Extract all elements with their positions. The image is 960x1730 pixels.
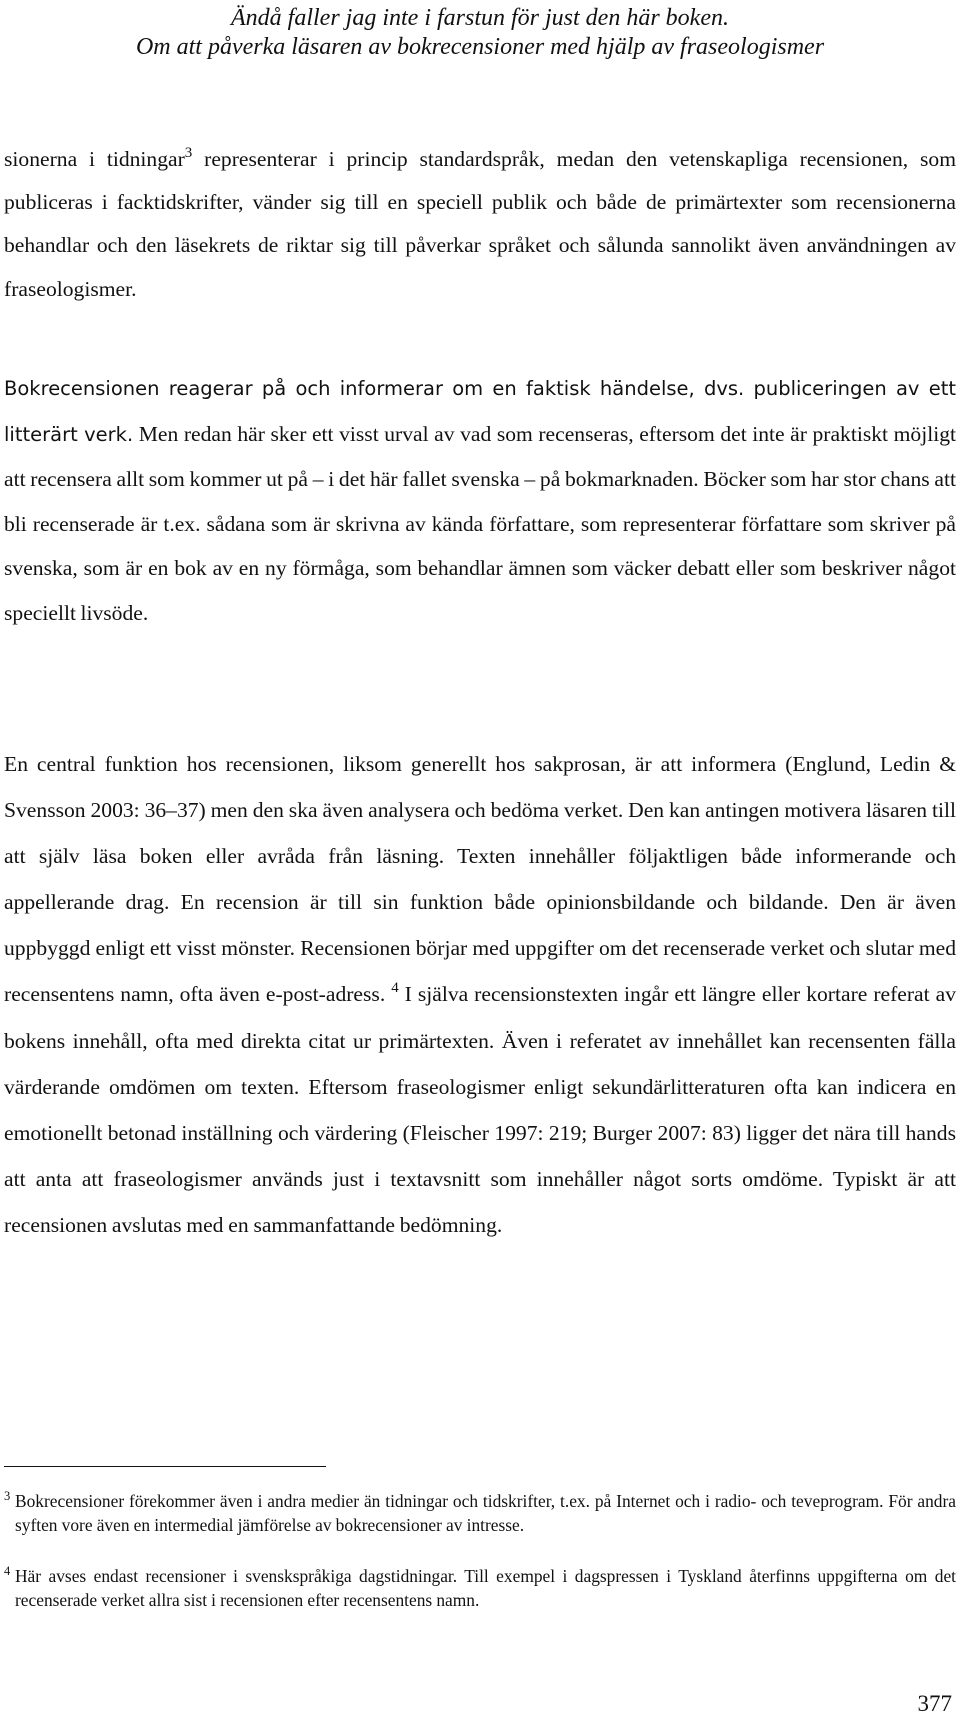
footnote-ref-4[interactable]: 4	[391, 980, 399, 997]
paragraph-3-text-start: En central funktion hos recensionen, liksom generellt hos sakprosan, är att informera (Englund, Ledin & Svensson 2003: 36–37) men den ska även analysera och bedöma verket. Den kan antingen motivera läsaren till att själv läsa boken eller avråda från läsning. Texten innehåller följaktligen både informerande och appellerande drag. En recension är till sin funktion både opinionsbildande och bildande. Den är även uppbyggd enligt ett visst mönster. Recensionen börjar med uppgifter om det recenserade verket och slutar med recensentens namn, ofta även e-post-adress.	[4, 752, 956, 1007]
paragraph-1-text-start: sionerna i tidningar	[4, 147, 185, 171]
footnote-3: 3 Bokrecensioner förekommer även i andra medier än tidningar och tidskrifter, t.ex. på Internet och i radio- och teveprogram. För andra syften vore även en intermedial jämförelse av bokrecensioner av intresse.	[4, 1489, 956, 1535]
footnote-4-text: Här avses endast recensioner i svenskspråkiga dagstidningar. Till exempel i dagspressen i Tyskland återfinns uppgifterna om det recenserade verket allra sist i recensionen efter recensentens namn.	[15, 1566, 956, 1610]
paragraph-1-text-end: representerar i princip standardspråk, medan den vetenskapliga recensionen, som publiceras i facktidskrifter, vänder sig till en speciell publik och både de primärtexter som recensionerna behandlar och den läsekrets de riktar sig till påverkar språket och sålunda sannolikt även användningen av fraseologismer.	[4, 147, 956, 301]
footnote-divider	[4, 1466, 326, 1467]
paragraph-3-text-end: I själva recensionstexten ingår ett längre eller kortare referat av bokens innehåll, ofta med direkta citat ur primärtexten. Även i referatet av innehållet kan recensenten fälla värderande omdömen om texten. Eftersom fraseologismer enligt sekundärlitteraturen ofta kan indicera en emotionellt betonad inställning och värdering (Fleischer 1997: 219; Burger 2007: 83) ligger det nära till hands att anta att fraseologismer används just i textavsnitt som innehåller något sorts omdöme. Typiskt är att recensionen avslutas med en sammanfattande bedömning.	[4, 982, 956, 1237]
running-header-title: Ändå faller jag inte i farstun för just den här boken.	[231, 5, 729, 31]
body-paragraph-3	[4, 741, 956, 1248]
page-number: 377	[917, 1691, 952, 1716]
running-header	[0, 4, 960, 62]
paragraph-2-serif-text: Men redan här sker ett visst urval av vad som recenseras, eftersom det inte är praktiskt möjligt att recensera allt som kommer ut på – i det här fallet svenska – på bokmarknaden. Böcker som har stor chans att bli recenserade är t.ex. sådana som är skrivna av kända författare, som representerar författare som skriver på svenska, som är en bok av en ny förmåga, som behandlar ämnen som väcker debatt eller som beskriver något speciellt livsöde.	[4, 421, 956, 625]
footnote-ref-3[interactable]: 3	[184, 145, 193, 161]
footnote-3-text: Bokrecensioner förekommer även i andra medier än tidningar och tidskrifter, t.ex. på Internet och i radio- och teveprogram. För andra syften vore även en intermedial jämförelse av bokrecensioner av intresse.	[15, 1491, 956, 1535]
paragraph-2-sans-text: Bokrecensionen reagerar på och informerar om en faktisk händelse, dvs. publiceringen av ett litterärt verk.	[4, 377, 956, 446]
body-paragraph-1	[4, 138, 956, 311]
footnote-4: 4 Här avses endast recensioner i svenskspråkiga dagstidningar. Till exempel i dagspressen i Tyskland återfinns uppgifterna om det recenserade verket allra sist i recensionen efter recensentens namn.	[4, 1564, 956, 1610]
body-paragraph-2	[4, 366, 956, 635]
running-header-subtitle: Om att påverka läsaren av bokrecensioner med hjälp av fraseologismer	[135, 34, 825, 60]
